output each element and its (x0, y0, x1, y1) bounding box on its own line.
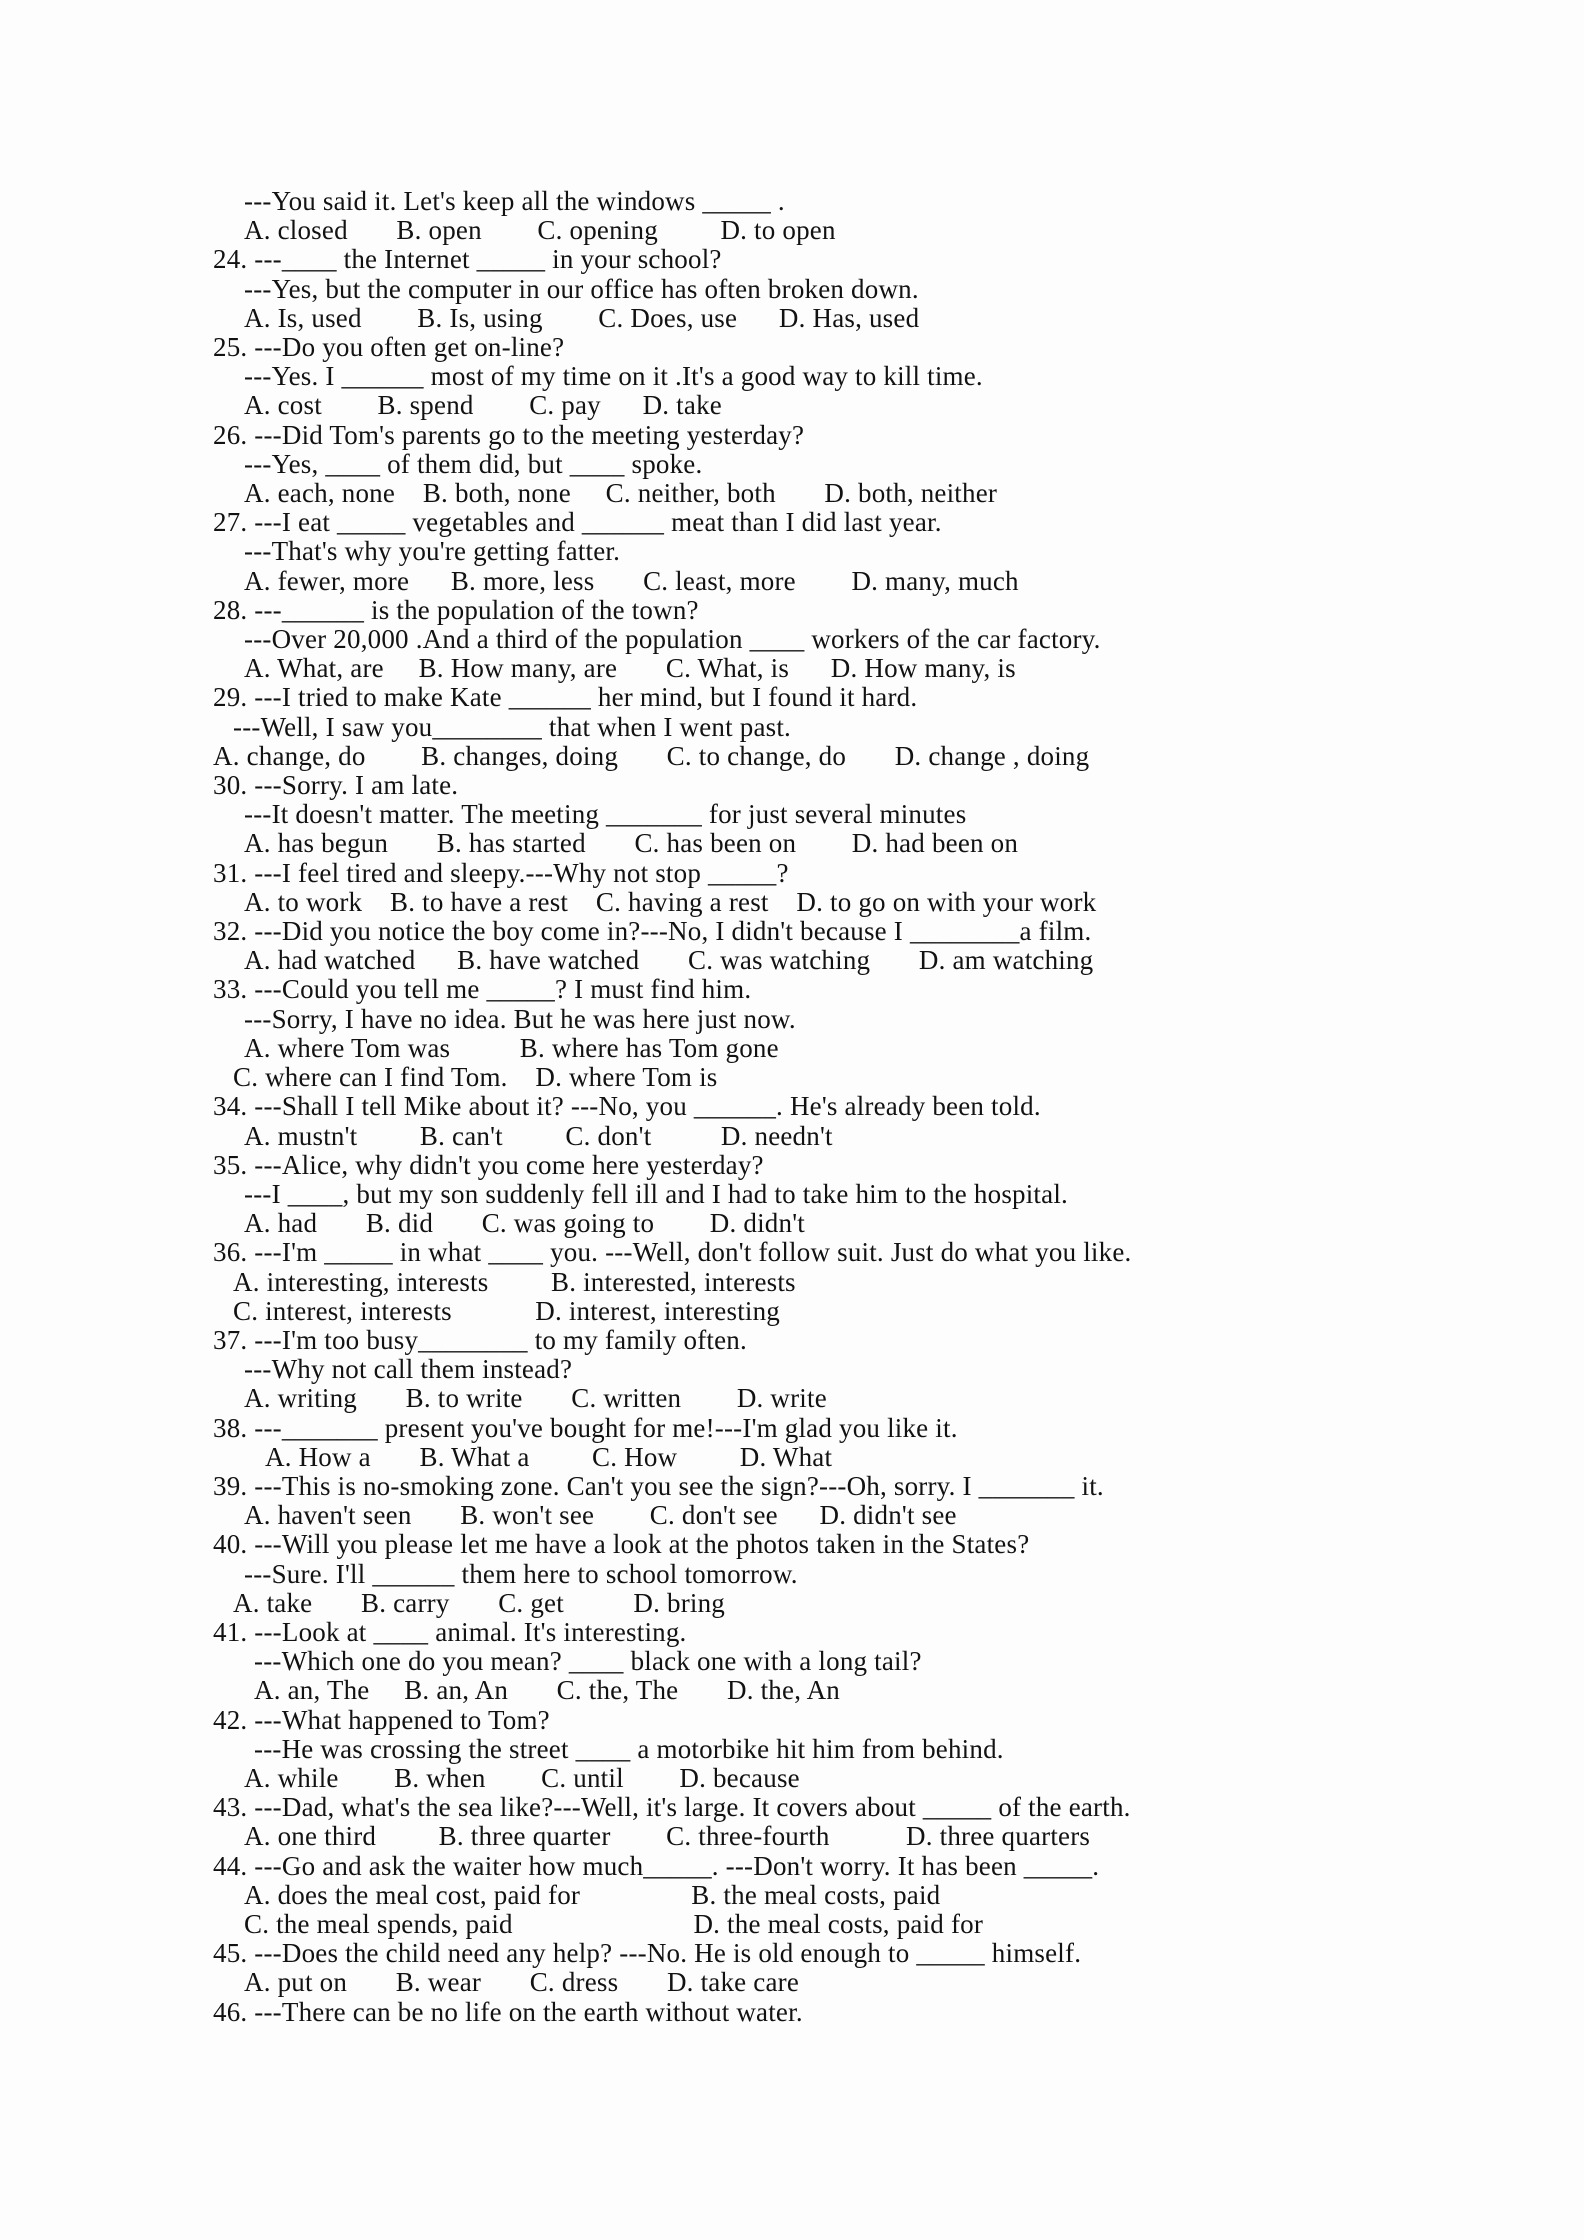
exam-line: ---Sorry, I have no idea. But he was here just now. (244, 1003, 796, 1034)
exam-line: A. does the meal cost, paid for B. the meal costs, paid (244, 1879, 941, 1910)
exam-line: ---Which one do you mean? ____ black one with a long tail? (254, 1646, 922, 1677)
exam-line: ---Well, I saw you________ that when I went past. (233, 711, 792, 742)
exam-line: A. put on B. wear C. dress D. take care (244, 1967, 800, 1998)
exam-line: A. take B. carry C. get D. bring (233, 1587, 726, 1618)
exam-line: 39. ---This is no-smoking zone. Can't you see the sign?---Oh, sorry. I _______ it. (213, 1470, 1104, 1501)
exam-line: 37. ---I'm too busy________ to my family often. (213, 1324, 747, 1355)
exam-line: ---That's why you're getting fatter. (244, 536, 621, 567)
exam-line: A. Is, used B. Is, using C. Does, use D. Has, used (244, 302, 920, 333)
exam-line: 46. ---There can be no life on the earth without water. (213, 1996, 803, 2027)
exam-line: 30. ---Sorry. I am late. (213, 770, 459, 801)
exam-line: 45. ---Does the child need any help? ---No. He is old enough to _____ himself. (213, 1938, 1082, 1969)
exam-line: ---Yes, but the computer in our office has often broken down. (244, 273, 919, 304)
exam-line: 35. ---Alice, why didn't you come here yesterday? (213, 1149, 764, 1180)
exam-line: 34. ---Shall I tell Mike about it? ---No, you ______. He's already been told. (213, 1091, 1041, 1122)
exam-line: ---Yes. I ______ most of my time on it .It's a good way to kill time. (244, 361, 983, 392)
exam-line: ---Why not call them instead? (244, 1354, 573, 1385)
exam-line: A. one third B. three quarter C. three-fourth D. three quarters (244, 1821, 1091, 1852)
exam-line: A. had B. did C. was going to D. didn't (244, 1208, 805, 1239)
exam-line: ---Sure. I'll ______ them here to school tomorrow. (244, 1558, 798, 1589)
exam-line: A. How a B. What a C. How D. What (265, 1441, 833, 1472)
exam-line: ---Over 20,000 .And a third of the population ____ workers of the car factory. (244, 624, 1101, 655)
exam-line: A. fewer, more B. more, less C. least, more D. many, much (244, 565, 1019, 596)
exam-line: A. had watched B. have watched C. was watching D. am watching (244, 945, 1094, 976)
exam-line: A. change, do B. changes, doing C. to change, do D. change , doing (213, 740, 1090, 771)
exam-line: A. to work B. to have a rest C. having a rest D. to go on with your work (244, 886, 1097, 917)
exam-line: A. writing B. to write C. written D. write (244, 1383, 827, 1414)
exam-line: A. interesting, interests B. interested, interests (233, 1266, 796, 1297)
exam-line: 29. ---I tried to make Kate ______ her mind, but I found it hard. (213, 682, 918, 713)
exam-line: A. while B. when C. until D. because (244, 1762, 800, 1793)
exam-line: ---You said it. Let's keep all the windows _____ . (244, 186, 785, 216)
exam-line: 32. ---Did you notice the boy come in?---No, I didn't because I ________a film. (213, 916, 1092, 947)
exam-line: A. What, are B. How many, are C. What, is D. How many, is (244, 653, 1016, 684)
exam-line: 33. ---Could you tell me _____? I must find him. (213, 974, 752, 1005)
exam-line: 24. ---____ the Internet _____ in your school? (213, 244, 722, 275)
exam-line: C. where can I find Tom. D. where Tom is (233, 1062, 718, 1093)
exam-line: 25. ---Do you often get on-line? (213, 332, 565, 363)
exam-line: 26. ---Did Tom's parents go to the meeting yesterday? (213, 419, 805, 450)
exam-line: ---He was crossing the street ____ a motorbike hit him from behind. (254, 1733, 1004, 1764)
exam-line: A. an, The B. an, An C. the, The D. the, An (254, 1675, 840, 1706)
exam-line: ---Yes, ____ of them did, but ____ spoke. (244, 448, 703, 479)
exam-line: 42. ---What happened to Tom? (213, 1704, 550, 1735)
exam-line: ---I ____, but my son suddenly fell ill and I had to take him to the hospital. (244, 1178, 1068, 1209)
exam-line: A. closed B. open C. opening D. to open (244, 215, 836, 246)
exam-line: 27. ---I eat _____ vegetables and ______ meat than I did last year. (213, 507, 942, 538)
exam-line: 28. ---______ is the population of the town? (213, 594, 699, 625)
exam-line: A. has begun B. has started C. has been on D. had been on (244, 828, 1019, 859)
exam-line: A. where Tom was B. where has Tom gone (244, 1032, 779, 1063)
exam-line: A. haven't seen B. won't see C. don't see D. didn't see (244, 1500, 957, 1531)
exam-line: A. mustn't B. can't C. don't D. needn't (244, 1120, 833, 1151)
exam-line: 31. ---I feel tired and sleepy.---Why not stop _____? (213, 857, 789, 888)
exam-line: 38. ---_______ present you've bought for me!---I'm glad you like it. (213, 1412, 958, 1443)
exam-line: C. the meal spends, paid D. the meal costs, paid for (244, 1908, 984, 1939)
exam-line: A. cost B. spend C. pay D. take (244, 390, 722, 421)
exam-line: 44. ---Go and ask the waiter how much_____. ---Don't worry. It has been _____. (213, 1850, 1100, 1881)
exam-text-block (0, 187, 1584, 2027)
exam-line: ---It doesn't matter. The meeting _______ for just several minutes (244, 799, 967, 830)
exam-line: 36. ---I'm _____ in what ____ you. ---Well, don't follow suit. Just do what you like. (213, 1237, 1132, 1268)
exam-line: C. interest, interests D. interest, interesting (233, 1295, 780, 1326)
exam-line: 43. ---Dad, what's the sea like?---Well, it's large. It covers about _____ of the earth. (213, 1792, 1131, 1823)
exam-line: 40. ---Will you please let me have a look at the photos taken in the States? (213, 1529, 1030, 1560)
exam-line: 41. ---Look at ____ animal. It's interesting. (213, 1616, 687, 1647)
exam-line: A. each, none B. both, none C. neither, both D. both, neither (244, 478, 998, 509)
